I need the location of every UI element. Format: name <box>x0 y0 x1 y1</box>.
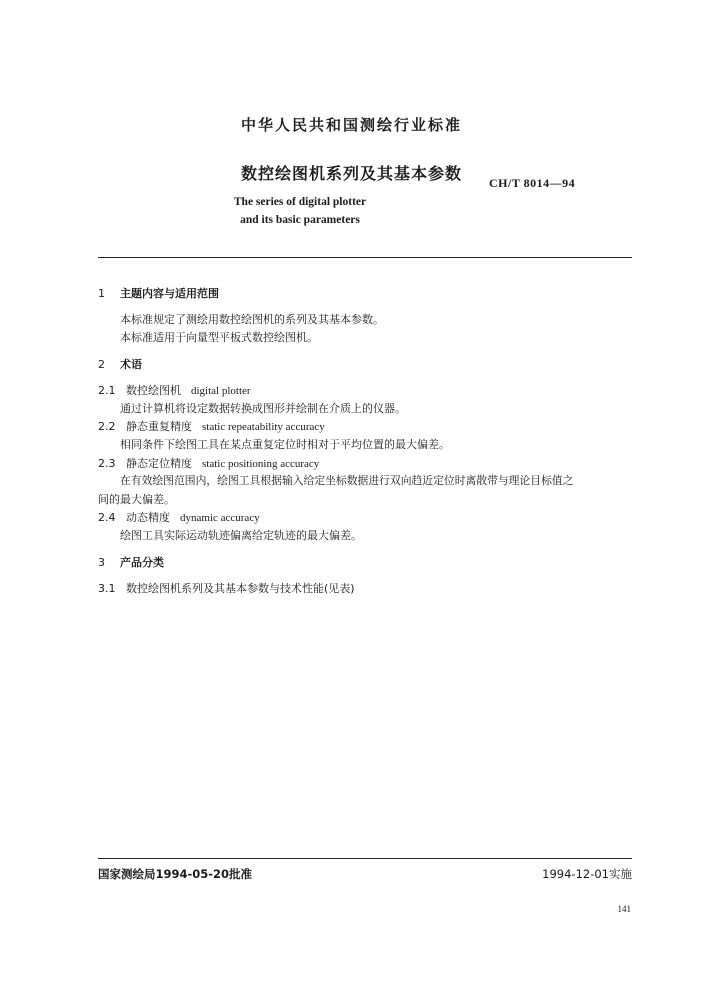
term-en: digital plotter <box>191 385 251 397</box>
term-number: 2.4 <box>98 511 116 524</box>
page-number: 141 <box>617 904 631 914</box>
standard-code: CH/T 8014—94 <box>489 176 576 190</box>
section-title: 主题内容与适用范围 <box>120 287 219 300</box>
section-title: 产品分类 <box>120 556 164 569</box>
section-1-paragraph-1: 本标准规定了测绘用数控绘图机的系列及其基本参数。 <box>120 313 384 326</box>
term-2-3 <box>98 455 319 471</box>
standard-organization: 中华人民共和国测绘行业标准 <box>240 116 462 134</box>
section-number: 1 <box>98 287 105 300</box>
section-1-heading <box>98 285 219 301</box>
section-number: 3 <box>98 556 105 569</box>
term-cn: 静态定位精度 <box>126 457 192 470</box>
section-1-paragraph-2: 本标准适用于向量型平板式数控绘图机。 <box>120 331 318 344</box>
term-cn: 动态精度 <box>126 511 170 524</box>
term-2-4-definition: 绘图工具实际运动轨迹偏离给定轨迹的最大偏差。 <box>120 529 362 542</box>
term-en: static positioning accuracy <box>202 458 320 470</box>
clause-number: 3.1 <box>98 582 116 595</box>
term-cn: 静态重复精度 <box>126 420 192 433</box>
clause-3-1 <box>98 580 355 596</box>
term-2-3-definition-line1: 在有效绘图范围内，绘图工具根据输入给定坐标数据进行双向趋近定位时离散带与理论目标值之 <box>120 474 574 487</box>
section-3-heading <box>98 554 164 570</box>
document-title-en-line1: The series of digital plotter <box>233 196 367 208</box>
section-number: 2 <box>98 358 105 371</box>
header-divider <box>98 257 632 258</box>
effective-date: 1994-12-01实施 <box>542 867 632 881</box>
term-number: 2.3 <box>98 457 116 470</box>
term-2-4 <box>98 509 260 525</box>
term-en: dynamic accuracy <box>180 512 260 524</box>
document-title-en-line2: and its basic parameters <box>240 214 360 226</box>
term-2-1 <box>98 382 251 398</box>
term-number: 2.1 <box>98 384 116 397</box>
term-2-3-definition-line2: 间的最大偏差。 <box>98 493 175 506</box>
section-title: 术语 <box>120 358 142 371</box>
footer-divider <box>98 858 632 859</box>
term-number: 2.2 <box>98 420 116 433</box>
section-2-heading <box>98 356 142 372</box>
term-2-2 <box>98 418 325 434</box>
term-2-1-definition: 通过计算机将设定数据转换成图形并绘制在介质上的仪器。 <box>120 402 406 415</box>
term-cn: 数控绘图机 <box>126 384 181 397</box>
term-en: static repeatability accuracy <box>202 421 325 433</box>
document-title-cn: 数控绘图机系列及其基本参数 <box>240 164 462 183</box>
approval-date: 国家测绘局1994-05-20批准 <box>98 867 253 881</box>
term-2-2-definition: 相同条件下绘图工具在某点重复定位时相对于平均位置的最大偏差。 <box>120 438 450 451</box>
clause-text: 数控绘图机系列及其基本参数与技术性能(见表) <box>126 582 355 595</box>
